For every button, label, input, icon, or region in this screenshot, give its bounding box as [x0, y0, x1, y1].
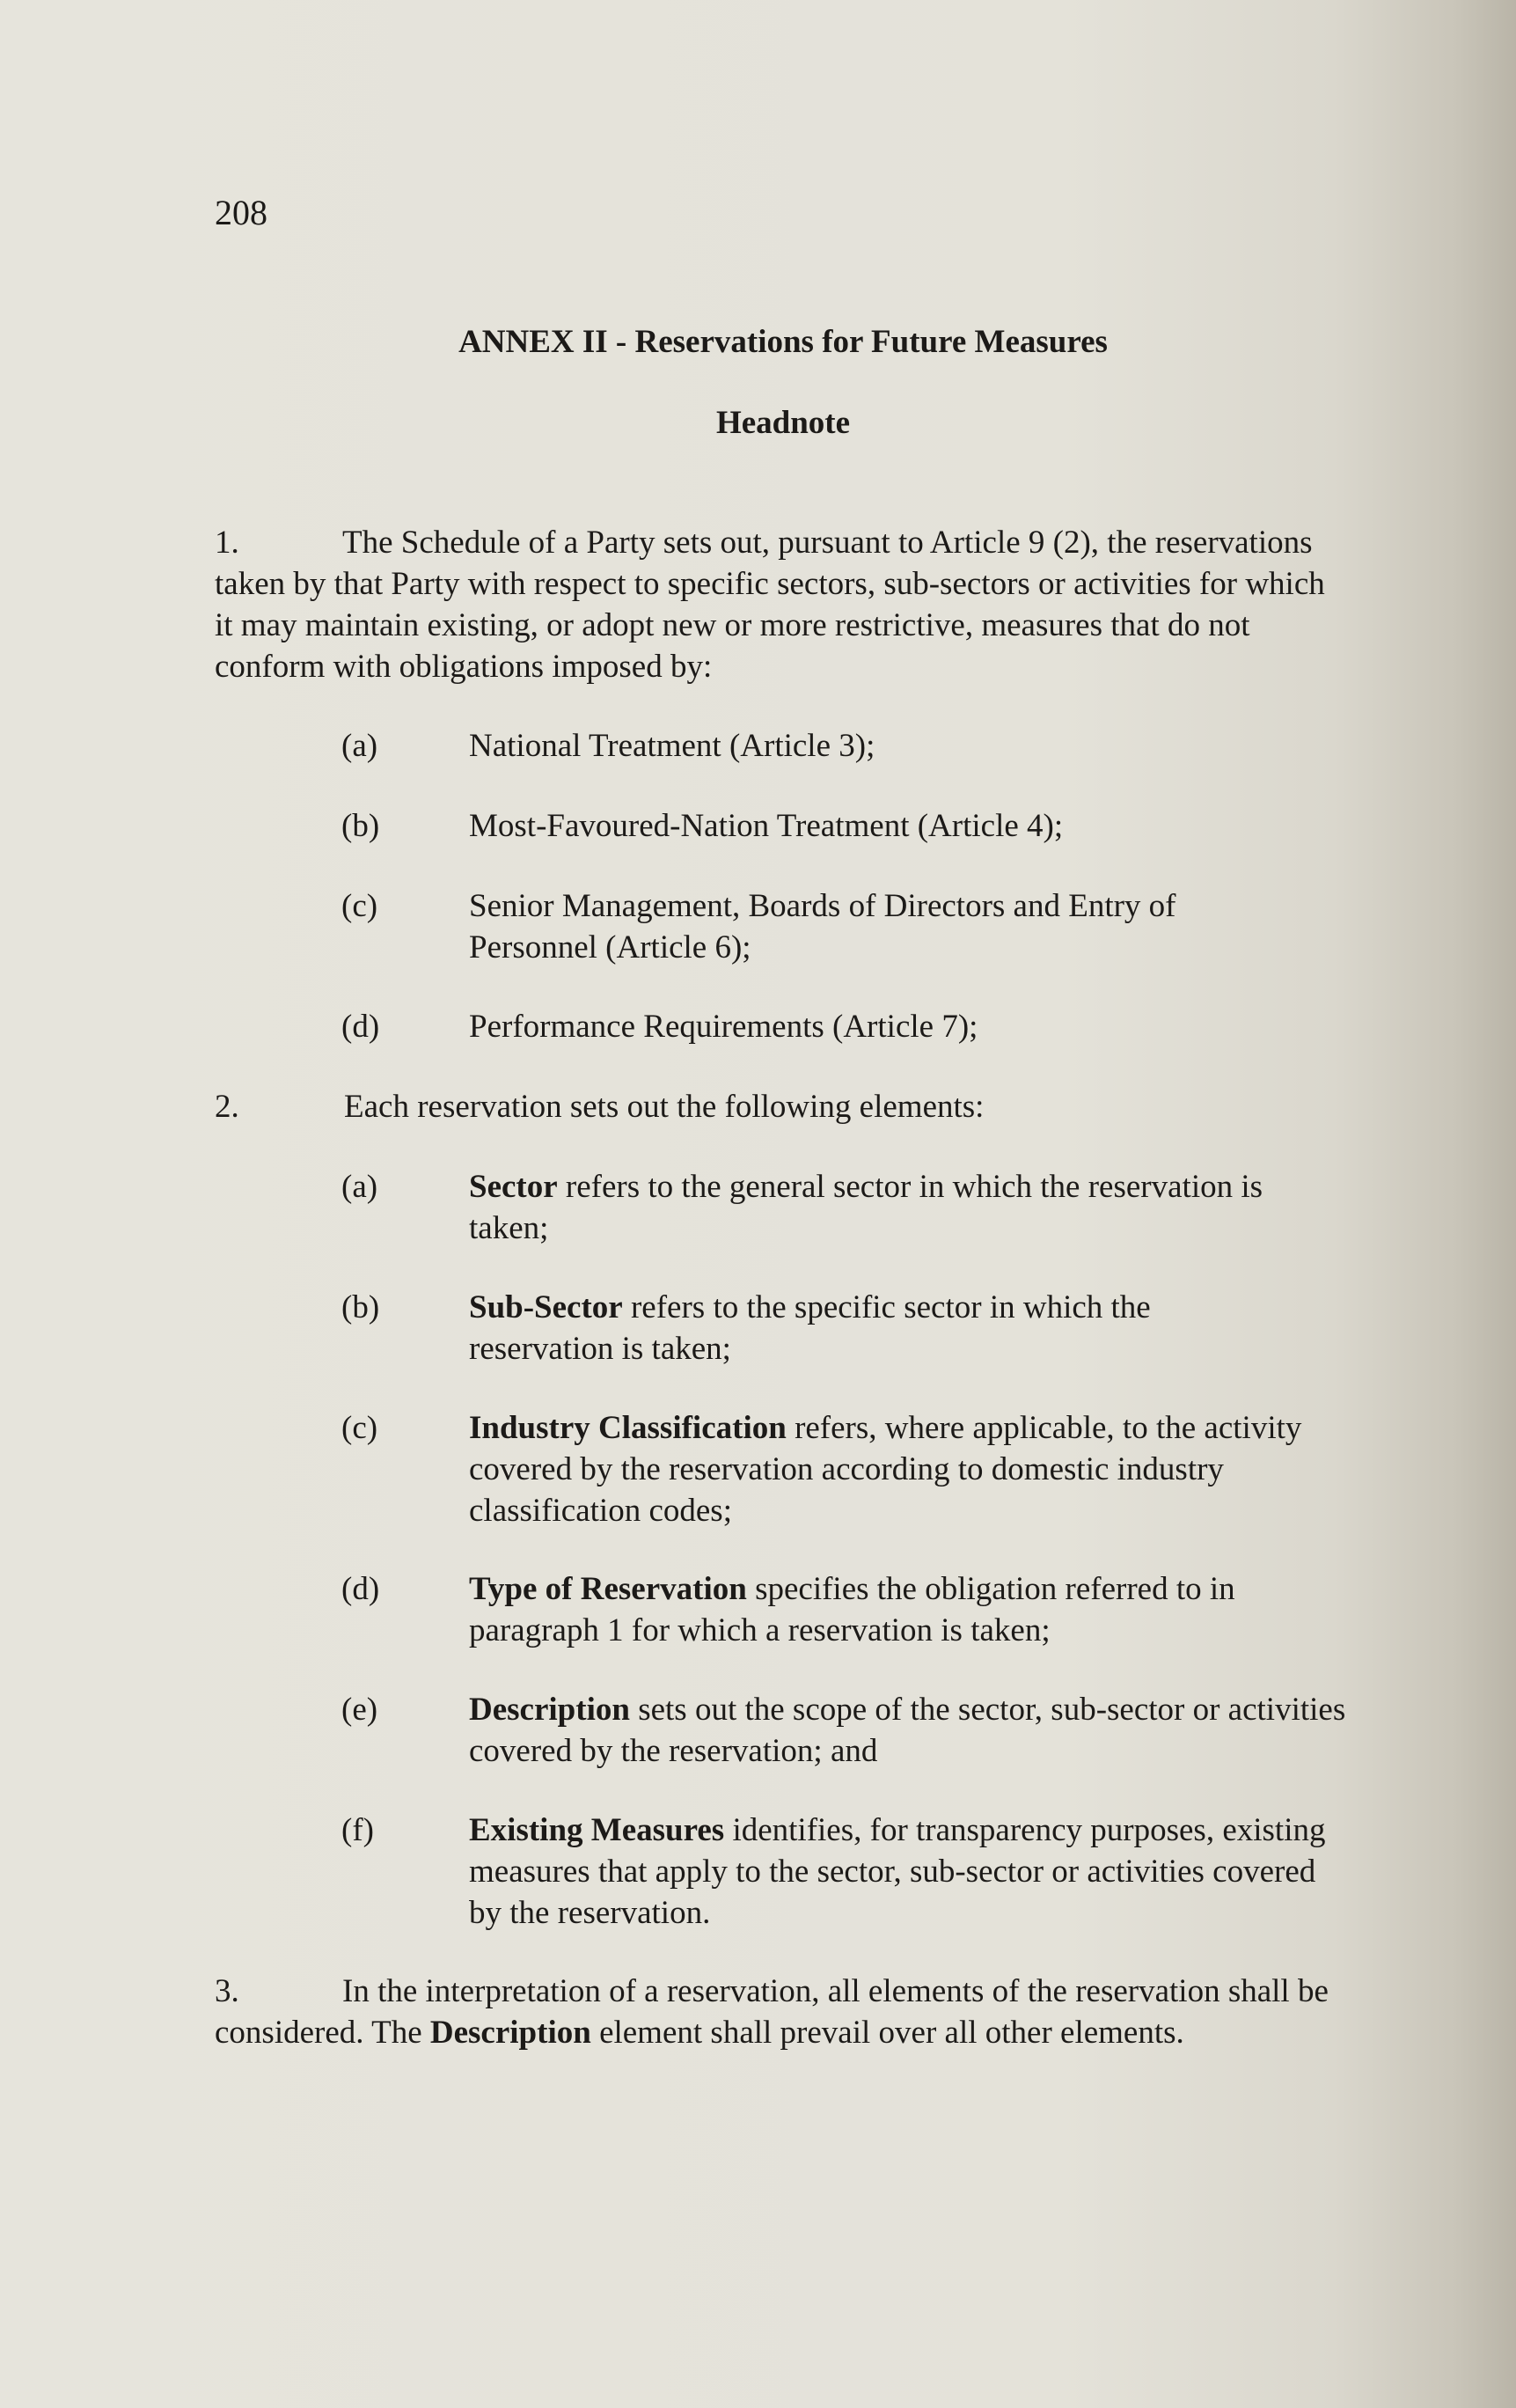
item-label: (d): [341, 1571, 380, 1607]
paragraph-text-end: element shall prevail over all other elements.: [590, 2015, 1184, 2051]
item-text: Most-Favoured-Nation Treatment (Article 4);: [469, 808, 1064, 844]
paragraph-text: The Schedule of a Party sets out, pursuant to Article 9 (2), the reservations taken by that Party with respect to specific sectors, sub-sectors or activities for which it may maintain existing, or adopt new or more restrictive, measures that do not conform with obligations imposed by:: [215, 525, 1325, 685]
item-term: Industry Classification: [469, 1410, 787, 1446]
paragraph-number: 2.: [215, 1089, 239, 1125]
paragraph-1: [215, 522, 1341, 687]
annex-title: ANNEX II - Reservations for Future Measures: [458, 324, 1108, 360]
headnote-heading: Headnote: [715, 405, 851, 441]
item-description: refers to the general sector in which the reservation is taken;: [469, 1169, 1263, 1246]
item-text: [469, 1287, 1261, 1369]
paragraph-term: Description: [429, 2015, 591, 2051]
paragraph-number: 3.: [215, 1973, 239, 2009]
paragraph-number: 1.: [215, 525, 239, 561]
page-number: 208: [215, 193, 267, 232]
item-label: (c): [341, 1410, 378, 1446]
item-term: Type of Reservation: [469, 1571, 747, 1607]
item-description: identifies, for transparency purposes, existing measures that apply to the sector, sub-sector or activities covered by the reservation.: [469, 1812, 1326, 1931]
item-label: (e): [341, 1692, 378, 1728]
item-description: refers to the specific sector in which the reservation is taken;: [469, 1289, 1151, 1367]
item-term: Sector: [469, 1169, 558, 1205]
paragraph-text: In the interpretation of a reservation, all elements of the reservation shall be considered. The: [215, 1973, 1329, 2051]
item-label: (a): [341, 728, 378, 764]
item-label: (d): [341, 1009, 380, 1045]
item-text: [469, 1166, 1349, 1249]
item-text: [469, 1568, 1349, 1651]
item-text: [469, 1810, 1349, 1934]
paragraph-text: Each reservation sets out the following elements:: [344, 1089, 985, 1125]
item-description: sets out the scope of the sector, sub-sector or activities covered by the reservation; and: [469, 1692, 1346, 1769]
item-description: refers, where applicable, to the activity covered by the reservation according to domestic industry classification codes;: [469, 1410, 1302, 1529]
item-label: (a): [341, 1169, 378, 1205]
item-term: Sub-Sector: [469, 1289, 623, 1325]
item-label: (c): [341, 888, 378, 924]
item-term: Description: [469, 1692, 630, 1728]
item-text: Performance Requirements (Article 7);: [469, 1009, 978, 1045]
item-text: [469, 1689, 1349, 1772]
item-description: specifies the obligation referred to in paragraph 1 for which a reservation is taken;: [469, 1571, 1235, 1648]
item-text: [469, 1407, 1305, 1531]
paragraph-3: [215, 1971, 1341, 2053]
item-text: Senior Management, Boards of Directors and Entry of Personnel (Article 6);: [469, 888, 1176, 965]
item-term: Existing Measures: [469, 1812, 725, 1848]
item-label: (b): [341, 808, 380, 844]
item-label: (f): [341, 1812, 374, 1848]
item-label: (b): [341, 1289, 380, 1325]
item-text: National Treatment (Article 3);: [469, 728, 875, 764]
